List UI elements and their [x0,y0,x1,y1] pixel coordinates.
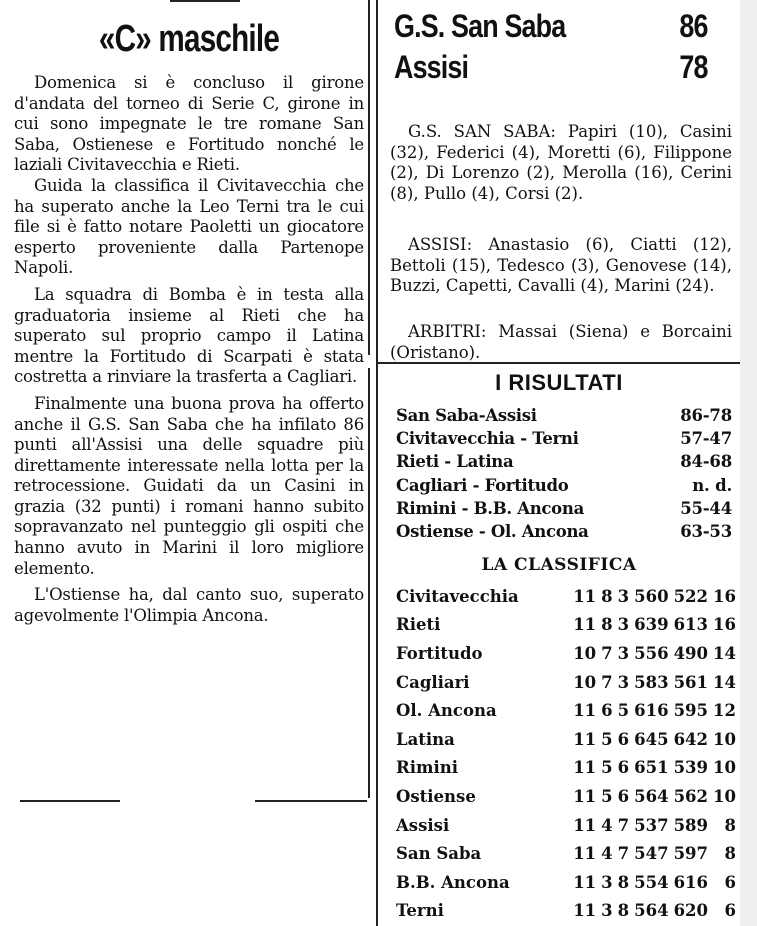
adjacent-page-bleed [740,0,757,926]
standings-pa: 595 [673,701,709,721]
standings-pf: 583 [634,672,669,692]
match-scoreboard [394,8,708,86]
standings-pf: 639 [634,615,669,635]
standings-team: San Saba [396,844,482,864]
standings-pf: 556 [634,643,669,663]
table-row [396,668,740,697]
away-team-name: Assisi [394,49,469,85]
list-item [396,427,732,450]
result-score: 84-68 [680,452,732,472]
standings-pts: 10 [713,729,736,749]
standings-g: 11 [573,872,597,892]
standings-table [396,582,740,925]
standings-pf: 651 [634,758,669,778]
standings-g: 11 [573,901,597,921]
table-row [396,639,740,668]
standings-team: Latina [396,729,455,749]
standings-w: 8 [601,586,613,606]
standings-w: 4 [601,815,613,835]
standings-l: 5 [617,701,630,721]
standings-pf: 537 [634,815,669,835]
results-list [396,404,732,543]
results-title: I RISULTATI [495,370,623,395]
standings-team: Rieti [396,615,441,635]
result-score: 55-44 [680,498,732,518]
standings-w: 3 [601,901,613,921]
standings-w: 8 [601,615,613,635]
article-headline: «C» maschile [98,18,280,60]
standings-pts: 8 [724,844,736,864]
standings-pts: 14 [713,643,736,663]
result-match: Ostiense - Ol. Ancona [396,521,589,541]
standings-w: 4 [601,844,613,864]
standings-pa: 642 [673,729,709,749]
standings-team: Assisi [396,815,450,835]
referees: ARBITRI: Massai (Siena) e Borcaini (Oristano). [390,322,732,362]
table-row [396,754,740,783]
standings-pts: 16 [713,615,736,635]
standings-body [396,582,740,925]
standings-g: 11 [573,586,597,606]
home-team-score: 86 [679,8,708,44]
standings-pa: 589 [673,815,709,835]
standings-l: 6 [617,729,630,749]
standings-pts: 12 [713,701,736,721]
standings-pts: 6 [724,872,736,892]
standings-g: 11 [573,758,597,778]
result-match: Rieti - Latina [396,452,514,472]
standings-g: 10 [573,672,597,692]
standings-pts: 6 [724,901,736,921]
list-item [396,474,732,497]
standings-g: 11 [573,729,597,749]
standings-team: Terni [396,901,444,921]
standings-l: 3 [617,615,630,635]
standings-g: 11 [573,815,597,835]
table-row [396,782,740,811]
standings-team: Rimini [396,758,458,778]
home-score-row [394,8,708,45]
article-body [14,12,364,626]
standings-pts: 10 [713,786,736,806]
standings-pa: 616 [673,872,709,892]
table-row [396,725,740,754]
standings-team: B.B. Ancona [396,872,510,892]
standings-l: 8 [617,901,630,921]
table-row [396,811,740,840]
column-rule-right [376,0,378,926]
article-paragraph: L'Ostiense ha, dal canto suo, superato agevolmente l'Olimpia Ancona. [14,585,364,625]
standings-pa: 539 [673,758,709,778]
table-row [396,897,740,926]
standings-l: 3 [617,586,630,606]
standings-pf: 547 [634,844,669,864]
standings-pa: 613 [673,615,709,635]
standings-pf: 564 [634,901,669,921]
away-lineup: ASSISI: Anastasio (6), Ciatti (12), Bettoli (15), Tedesco (3), Genovese (14), Buzzi, Capetti, Cavalli (4), Marini (24). [390,235,732,296]
standings-title: LA CLASSIFICA [481,555,637,575]
result-match: San Saba-Assisi [396,406,537,425]
table-row [396,582,740,611]
standings-pts: 14 [713,672,736,692]
standings-g: 11 [573,844,597,864]
standings-g: 11 [573,701,597,721]
standings-pa: 561 [673,672,709,692]
article-paragraph: Guida la classifica il Civitavecchia che ha superato anche la Leo Terni tra le cui file si è fatto notare Paoletti un giocatore esperto proveniente dalla Partenope Napoli. [14,175,364,278]
standings-l: 7 [617,844,630,864]
standings-w: 6 [601,701,613,721]
standings-l: 3 [617,643,630,663]
standings-pf: 554 [634,872,669,892]
result-match: Cagliari - Fortitudo [396,475,569,495]
standings-pa: 522 [673,586,709,606]
result-score: n. d. [692,475,732,495]
result-match: Civitavecchia - Terni [396,429,579,449]
standings-g: 10 [573,643,597,663]
standings-w: 7 [601,672,613,692]
standings-pts: 8 [724,815,736,835]
standings-w: 3 [601,872,613,892]
result-score: 86-78 [680,406,732,425]
standings-pf: 616 [634,701,669,721]
standings-w: 5 [601,729,613,749]
standings-pf: 564 [634,786,669,806]
article-column [0,0,372,926]
standings-l: 7 [617,815,630,835]
standings-pts: 10 [713,758,736,778]
standings-team: Ol. Ancona [396,701,497,721]
standings-team: Fortitudo [396,643,483,663]
standings-pa: 562 [673,786,709,806]
result-score: 57-47 [680,429,732,449]
list-item [396,497,732,520]
standings-pa: 490 [673,643,709,663]
list-item [396,520,732,543]
standings-pf: 645 [634,729,669,749]
standings-l: 8 [617,872,630,892]
table-row [396,611,740,640]
standings-pa: 620 [673,901,709,921]
standings-l: 6 [617,758,630,778]
article-paragraph: Finalmente una buona prova ha offerto anche il G.S. San Saba che ha infilato 86 punti all'Assisi una delle squadre più direttamente interessate nella lotta per la retrocessione. Guidati da un Casini in grazia (32 punti) i romani hanno subito sopravanzato nel punteggio gli ospiti che hanno avuto in Marini il loro migliore elemento. [14,393,364,578]
table-row [396,839,740,868]
standings-pts: 16 [713,586,736,606]
table-row [396,868,740,897]
standings-w: 5 [601,758,613,778]
standings-g: 11 [573,615,597,635]
result-score: 63-53 [680,521,732,541]
article-paragraph: La squadra di Bomba è in testa alla graduatoria insieme al Rieti che ha superato sul proprio campo il Latina mentre la Fortitudo di Scarpati è stata costretta a rinviare la trasferta a Cagliari. [14,284,364,387]
standings-pf: 560 [634,586,669,606]
result-match: Rimini - B.B. Ancona [396,498,584,518]
standings-l: 3 [617,672,630,692]
standings-w: 7 [601,643,613,663]
standings-g: 11 [573,786,597,806]
standings-team: Civitavecchia [396,586,519,606]
home-team-name: G.S. San Saba [394,8,566,44]
list-item [396,404,732,427]
away-score-row [394,49,708,86]
table-row [396,696,740,725]
home-lineup: G.S. SAN SABA: Papiri (10), Casini (32), Federici (4), Moretti (6), Filippone (2), Di Lorenzo (2), Merolla (16), Cerini (8), Pullo (4), Corsi (2). [390,122,732,203]
away-team-score: 78 [679,49,708,85]
standings-l: 6 [617,786,630,806]
standings-team: Cagliari [396,672,470,692]
article-paragraph: Domenica si è concluso il girone d'andata del torneo di Serie C, girone in cui sono impegnate le tre romane San Saba, Ostienese e Fortitudo nonché le laziali Civitavecchia e Rieti. [14,73,364,175]
standings-team: Ostiense [396,786,476,806]
standings-pa: 597 [673,844,709,864]
list-item [396,450,732,473]
standings-w: 5 [601,786,613,806]
